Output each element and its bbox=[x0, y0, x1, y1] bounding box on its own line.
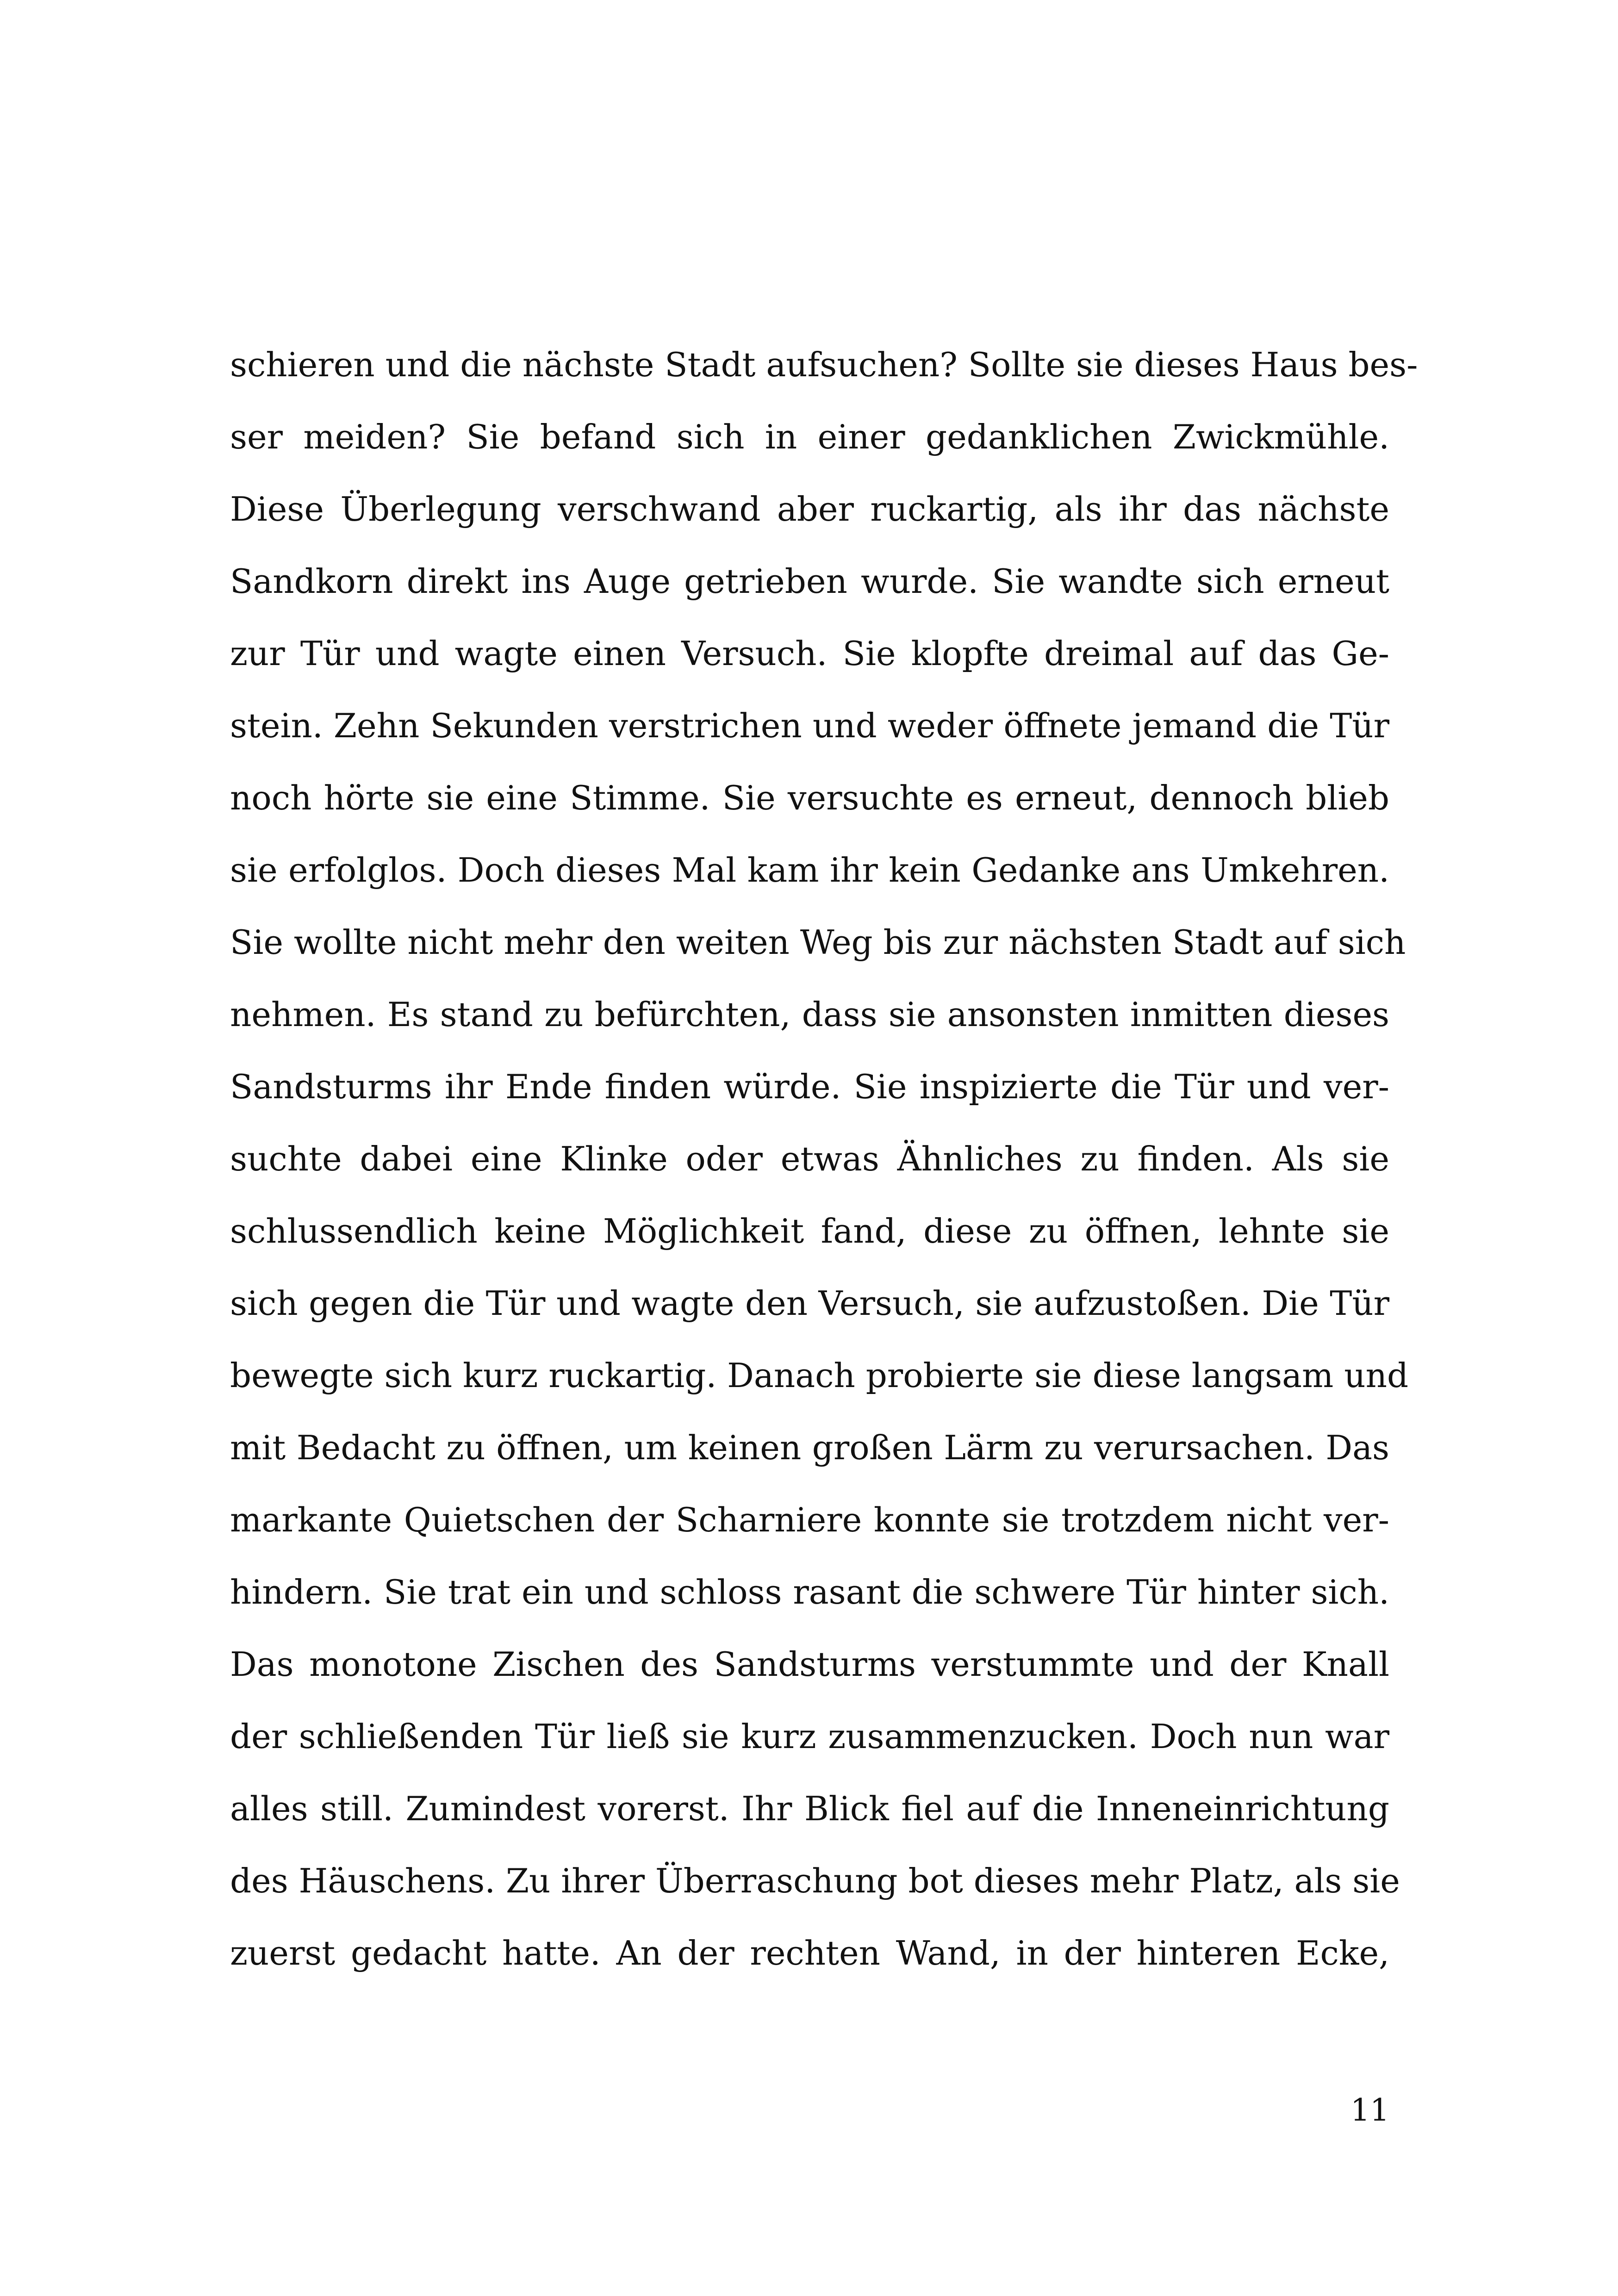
text-line: hindern. Sie trat ein und schloss rasant die schwere Tür hinter sich. bbox=[230, 1573, 1389, 1612]
text-line: ser meiden? Sie befand sich in einer gedanklichen Zwickmühle. bbox=[230, 417, 1389, 456]
text-line: markante Quietschen der Scharniere konnte sie trotzdem nicht ver- bbox=[230, 1500, 1389, 1539]
text-line: zur Tür und wagte einen Versuch. Sie klopfte dreimal auf das Ge- bbox=[230, 634, 1389, 673]
text-line: des Häuschens. Zu ihrer Überraschung bot dieses mehr Platz, als sie bbox=[230, 1861, 1400, 1900]
text-line: zuerst gedacht hatte. An der rechten Wand, in der hinteren Ecke, bbox=[230, 1934, 1389, 1972]
text-line: mit Bedacht zu öffnen, um keinen großen Lärm zu verursachen. Das bbox=[230, 1428, 1389, 1467]
text-line: Sie wollte nicht mehr den weiten Weg bis zur nächsten Stadt auf sich bbox=[230, 923, 1406, 962]
text-line: sich gegen die Tür und wagte den Versuch, sie aufzustoßen. Die Tür bbox=[230, 1284, 1389, 1323]
text-line: Sandsturms ihr Ende finden würde. Sie inspizierte die Tür und ver- bbox=[230, 1067, 1389, 1106]
text-line: alles still. Zumindest vorerst. Ihr Blick fiel auf die Inneneinrichtung bbox=[230, 1789, 1389, 1828]
text-line: stein. Zehn Sekunden verstrichen und weder öffnete jemand die Tür bbox=[230, 706, 1389, 745]
text-line: Das monotone Zischen des Sandsturms verstummte und der Knall bbox=[230, 1645, 1389, 1684]
text-line: schlussendlich keine Möglichkeit fand, diese zu öffnen, lehnte sie bbox=[230, 1212, 1389, 1251]
body-text bbox=[230, 329, 1418, 1989]
page-number: 11 bbox=[1350, 2092, 1389, 2128]
text-line: noch hörte sie eine Stimme. Sie versuchte es erneut, dennoch blieb bbox=[230, 778, 1389, 817]
text-line: suchte dabei eine Klinke oder etwas Ähnliches zu finden. Als sie bbox=[230, 1139, 1389, 1178]
text-line: Sandkorn direkt ins Auge getrieben wurde. Sie wandte sich erneut bbox=[230, 562, 1389, 601]
text-line: der schließenden Tür ließ sie kurz zusammenzucken. Doch nun war bbox=[230, 1717, 1389, 1756]
text-line: bewegte sich kurz ruckartig. Danach probierte sie diese langsam und bbox=[230, 1356, 1409, 1395]
text-line: schieren und die nächste Stadt aufsuchen? Sollte sie dieses Haus bes- bbox=[230, 345, 1418, 384]
text-line: nehmen. Es stand zu befürchten, dass sie ansonsten inmitten dieses bbox=[230, 995, 1389, 1034]
text-line: Diese Überlegung verschwand aber ruckartig, als ihr das nächste bbox=[230, 490, 1389, 529]
text-line: sie erfolglos. Doch dieses Mal kam ihr kein Gedanke ans Umkehren. bbox=[230, 851, 1389, 890]
